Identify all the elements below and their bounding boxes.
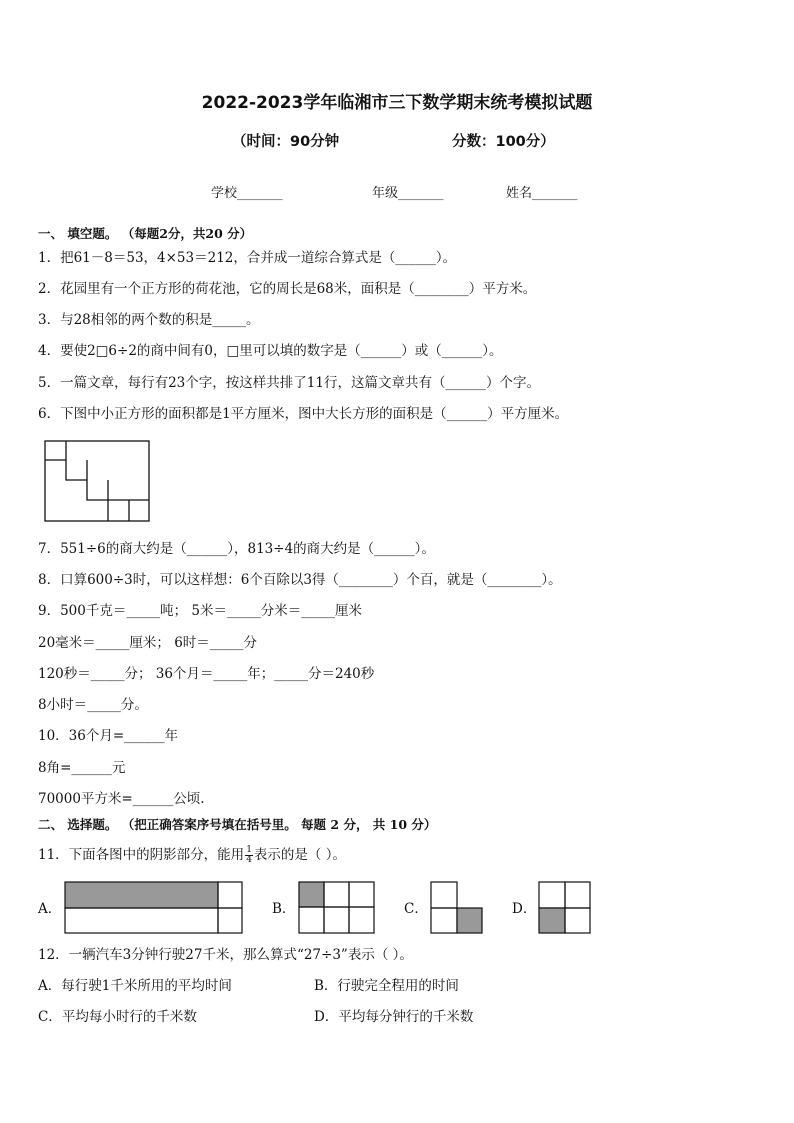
question-2: 2．花园里有一个正方形的荷花池，它的周长是68米，面积是（________）平方米。 xyxy=(38,281,537,297)
name-field[interactable]: 姓名_______ xyxy=(506,186,578,201)
option-c-figure[interactable] xyxy=(430,881,484,935)
question-10-line-3: 70000平方米=______公顷. xyxy=(38,791,205,807)
question-1: 1．把61－8＝53，4×53＝212，合并成一道综合算式是（______）。 xyxy=(38,250,457,266)
option-b-figure[interactable] xyxy=(298,881,376,935)
question-9-line-4: 8小时＝_____分。 xyxy=(38,697,148,713)
exam-score: 分数：100分） xyxy=(452,134,555,150)
option-d-label: D． xyxy=(512,901,537,917)
question-12-option-a[interactable]: A．每行驶1千米所用的平均时间 xyxy=(38,978,232,994)
grade-field[interactable]: 年级_______ xyxy=(372,186,444,201)
question-11-suffix: 表示的是（ ）。 xyxy=(253,847,346,863)
question-7: 7．551÷6的商大约是（______），813÷4的商大约是（______）。 xyxy=(38,541,435,557)
question-4: 4．要使2□6÷2的商中间有0，□里可以填的数字是（______）或（______）。 xyxy=(38,343,503,359)
question-11-prefix: 11．下面各图中的阴影部分，能用 xyxy=(38,847,245,863)
question-12-option-d[interactable]: D．平均每分钟行的千米数 xyxy=(314,1009,474,1025)
question-12-option-c[interactable]: C．平均每小时行的千米数 xyxy=(38,1009,197,1025)
question-8: 8．口算600÷3时，可以这样想：6个百除以3得（________）个百，就是（________）。 xyxy=(38,572,562,588)
question-10-line-1: 10．36个月=______年 xyxy=(38,728,179,744)
question-9-line-3: 120秒＝_____分； 36个月＝_____年；_____分＝240秒 xyxy=(38,666,375,682)
question-9-line-2: 20毫米＝_____厘米； 6时＝_____分 xyxy=(38,635,258,651)
question-6: 6．下图中小正方形的面积都是1平方厘米，图中大长方形的面积是（______）平方厘米。 xyxy=(38,406,569,422)
fraction-numerator: 1 xyxy=(246,845,252,855)
question-12: 12．一辆汽车3分钟行驶27千米，那么算式“27÷3”表示（ ）。 xyxy=(38,947,413,963)
question-3: 3．与28相邻的两个数的积是_____。 xyxy=(38,312,260,328)
question-10-line-2: 8角=______元 xyxy=(38,760,126,776)
option-c-label: C． xyxy=(404,901,428,917)
option-d-figure[interactable] xyxy=(538,881,592,935)
staircase-figure xyxy=(44,440,152,524)
question-12-option-b[interactable]: B．行驶完全程用的时间 xyxy=(314,978,459,994)
option-a-figure[interactable] xyxy=(64,881,244,935)
section1-heading: 一、 填空题。 （每题2分，共20 分） xyxy=(38,226,253,241)
option-a-label: A． xyxy=(38,901,62,917)
option-b-label: B． xyxy=(272,901,296,917)
question-11 xyxy=(38,846,346,865)
fraction-one-quarter xyxy=(245,846,253,865)
page-title: 2022-2023学年临湘市三下数学期末统考模拟试题 xyxy=(201,93,593,113)
school-field[interactable]: 学校_______ xyxy=(211,186,283,201)
fraction-denominator: 4 xyxy=(246,855,252,865)
section2-heading: 二、 选择题。 （把正确答案序号填在括号里。 每题 2 分， 共 10 分） xyxy=(38,817,437,832)
exam-time: （时间：90分钟 xyxy=(232,134,340,150)
question-5: 5．一篇文章，每行有23个字，按这样共排了11行，这篇文章共有（______）个字。 xyxy=(38,375,540,391)
question-9-line-1: 9．500千克＝_____吨； 5米＝_____分米＝_____厘米 xyxy=(38,603,362,619)
